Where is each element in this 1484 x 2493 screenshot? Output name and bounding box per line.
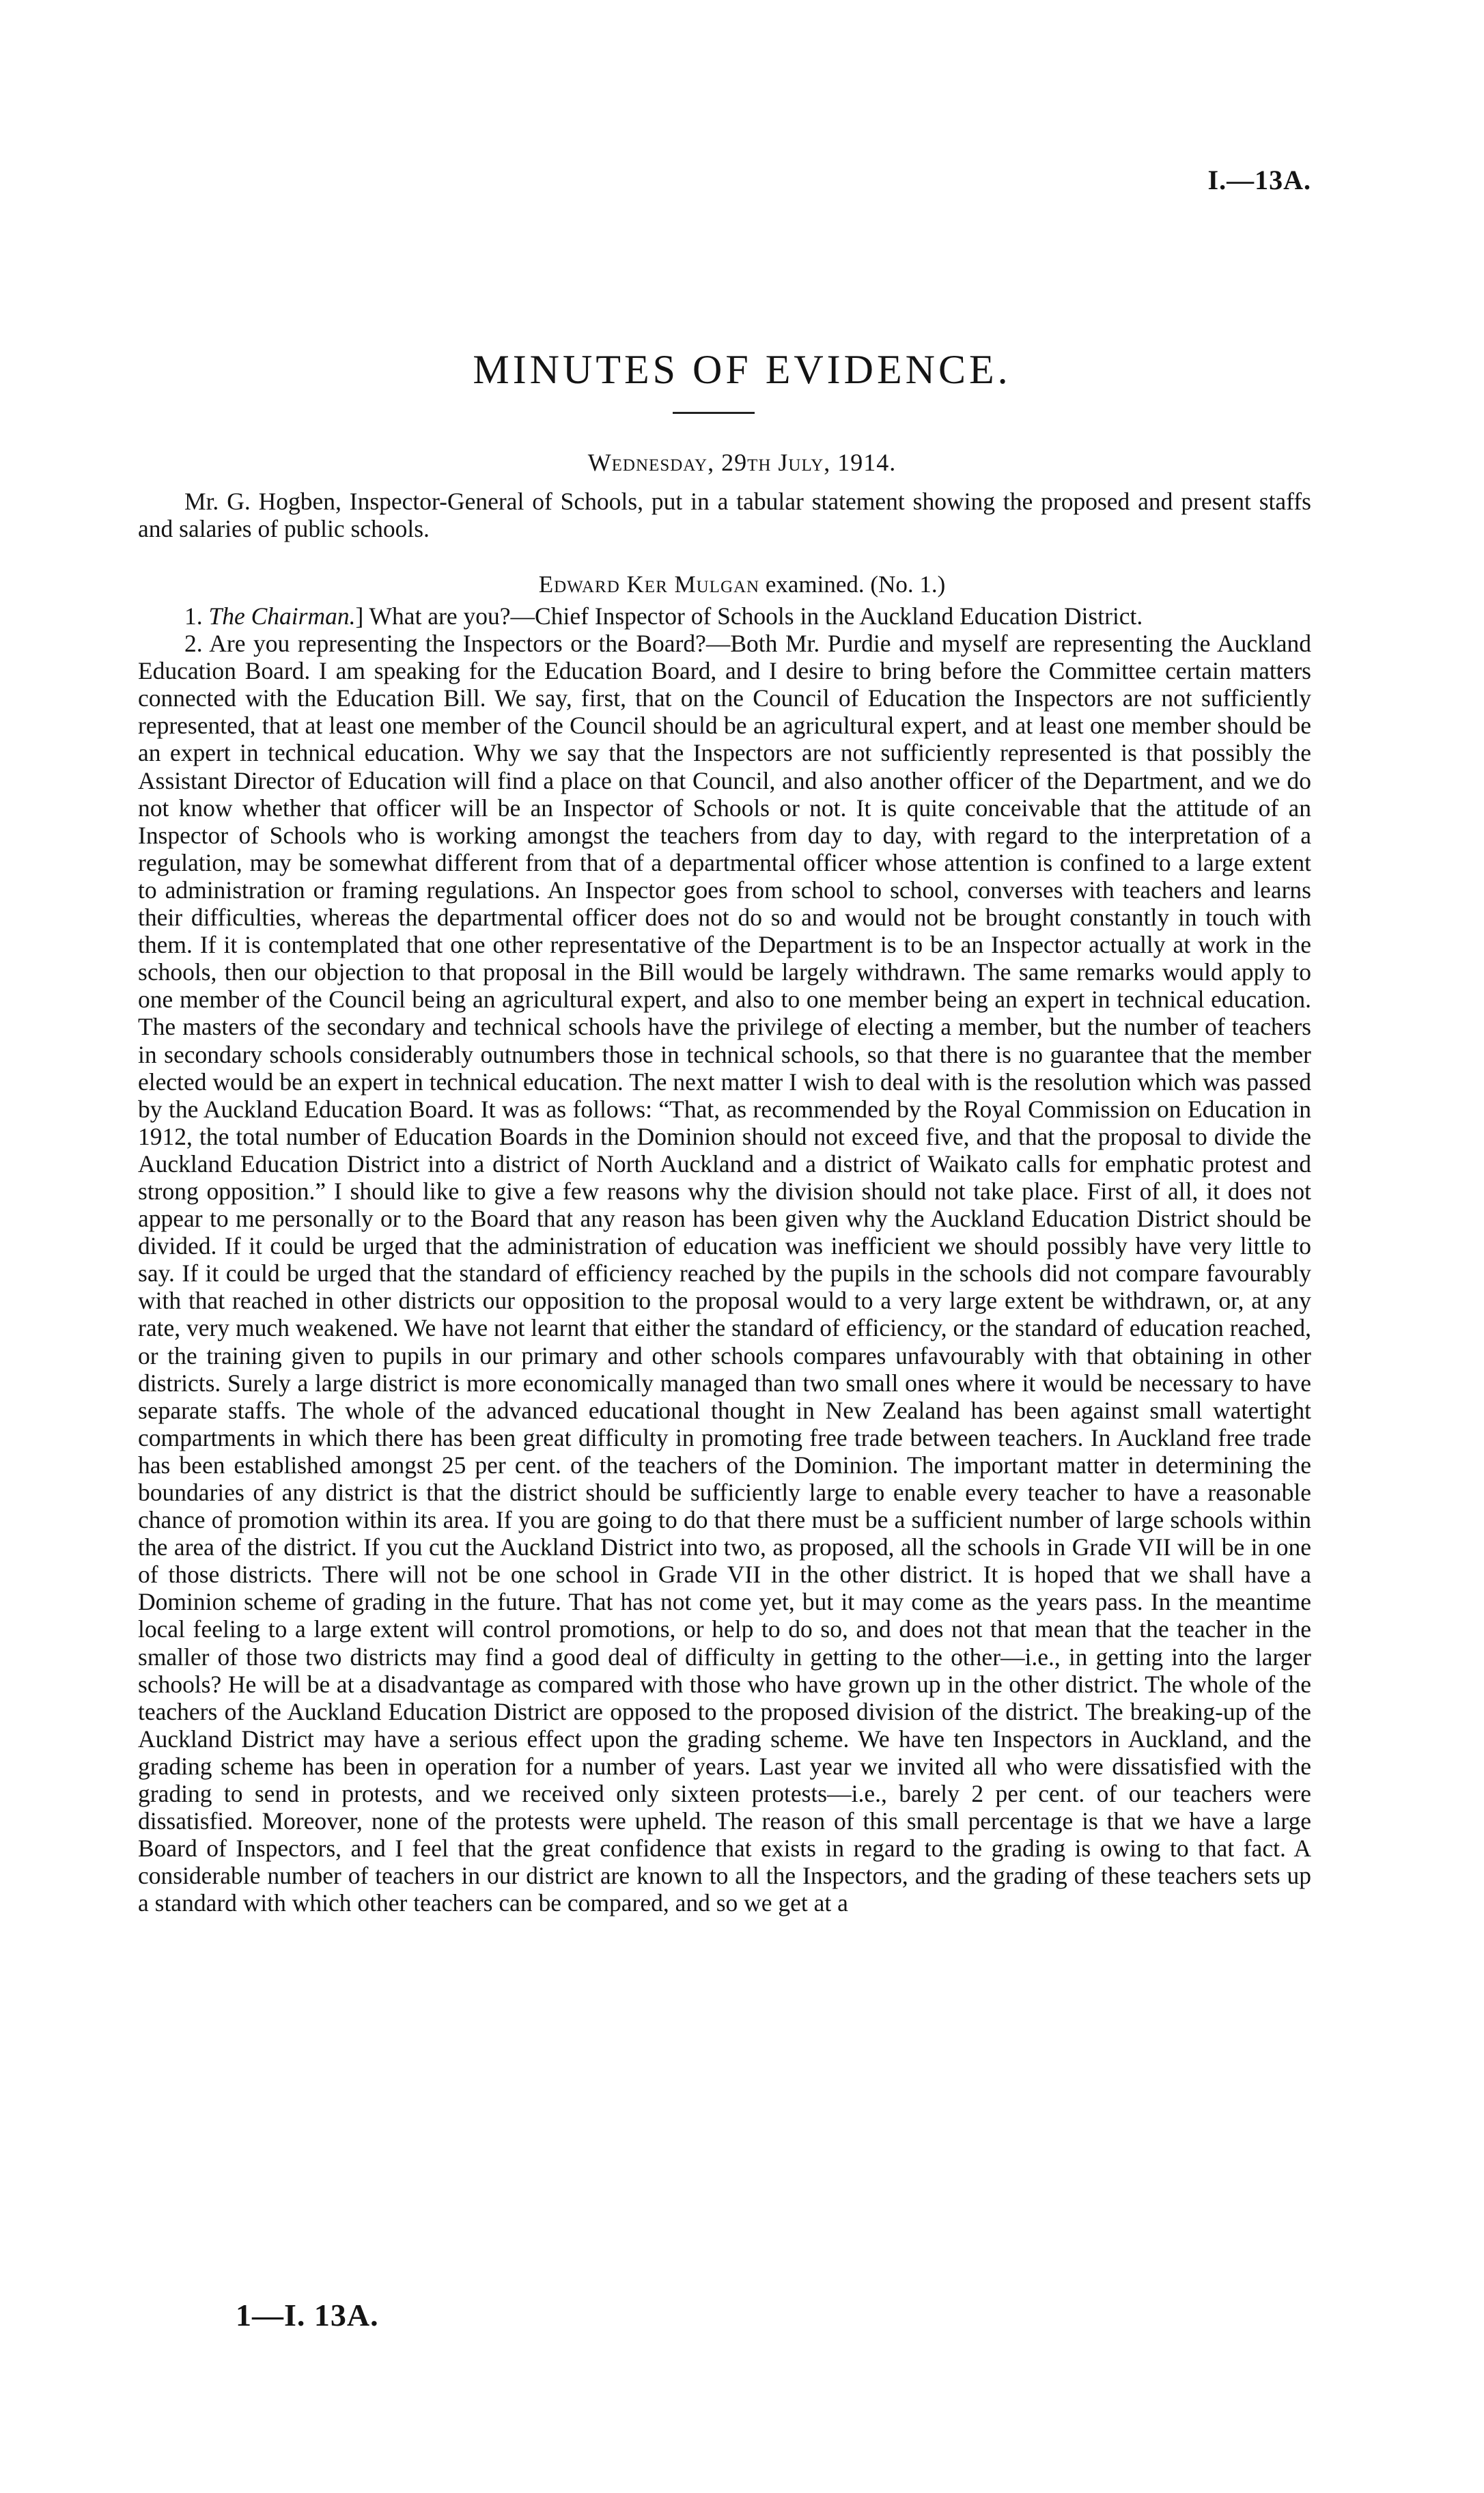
dateline: Wednesday, 29th July, 1914. [587,449,897,476]
question-1-number: 1. [184,602,203,630]
question-1-speaker: The Chairman. [208,602,356,630]
witness-number: (No. 1.) [870,571,946,598]
witness-heading [0,571,1484,598]
question-2 [138,630,1311,1917]
intro-block [138,488,1311,542]
question-2-number: 2. [184,630,203,658]
evidence-body [138,602,1311,1917]
footer-signature: 1—I. 13A. [236,2298,379,2332]
title-rule [673,412,755,414]
question-2-text: Are you representing the Inspectors or the Board?—Both Mr. Purdie and myself are representing the Auckland Education Board. I am speaking for the Education Board, and I desire to bring before the Committee certain matters connected with the Education Bill. We say, first, that on the Council of Education the Inspectors are not sufficiently represented, that at least one member of the Council should be an agricultural expert, and at least one member should be an expert in technical education. Why we say that the Inspectors are not sufficiently represented is that possibly the Assistant Director of Education will find a place on that Council, and also another officer of the Department, and we do not know whether that officer will be an Inspector of Schools or not. It is quite conceivable that the attitude of an Inspector of Schools who is working amongst the teachers from day to day, with regard to the interpretation of a regulation, may be somewhat different from that of a departmental officer whose attention is confined to a large extent to administration or framing regulations. An Inspector goes from school to school, converses with teachers and learns their difficulties, whereas the departmental officer does not do so and would not be brought constantly in touch with them. If it is contemplated that one other representative of the Department is to be an Inspector actually at work in the schools, then our objection to that proposal in the Bill would be largely withdrawn. The same remarks would apply to one member of the Council being an agricultural expert, and also to one member being an expert in technical education. The masters of the secondary and technical schools have the privilege of electing a member, but the number of teachers in secondary schools considerably outnumbers those in technical schools, so that there is no guarantee that the member elected would be an expert in technical education. The next matter I wish to deal with is the resolution which was passed by the Auckland Education Board. It was as follows: “That, as recommended by the Royal Commission on Education in 1912, the total number of Education Boards in the Dominion should not exceed five, and that the proposal to divide the Auckland Education District into a district of North Auckland and a district of Waikato calls for emphatic protest and strong opposition.” I should like to give a few reasons why the division should not take place. First of all, it does not appear to me personally or to the Board that any reason has been given why the Auckland Education District should be divided. If it could be urged that the administration of education was inefficient we should possibly have very little to say. If it could be urged that the standard of efficiency reached by the pupils in the schools did not compare favourably with that reached in other districts our opposition to the proposal would to a very large extent be withdrawn, or, at any rate, very much weakened. We have not learnt that either the standard of efficiency, or the standard of education reached, or the training given to pupils in our primary and other schools compares unfavourably with that obtaining in other districts. Surely a large district is more economically managed than two small ones where it would be necessary to have separate staffs. The whole of the advanced educational thought in New Zealand has been against small watertight compartments in which there has been great difficulty in promoting free trade between teachers. In Auckland free trade has been established amongst 25 per cent. of the teachers of the Dominion. The important matter in determining the boundaries of any district is that the district should be sufficiently large to enable every teacher to have a reasonable chance of promotion within its area. If you are going to do that there must be a sufficient number of large schools within the area of the district. If you cut the Auckland District into two, as proposed, all the schools in Grade VII will be in one of those districts. There will not be one school in Grade VII in the other district. It is hoped that we shall have a Dominion scheme of grading in the future. That has not come yet, but it may come as the years pass. In the meantime local feeling to a large extent will control promotions, or help to do so, and does not that mean that the teacher in the smaller of those two districts may find a good deal of difficulty in getting to the other—i.e., in getting into the larger schools? He will be at a disadvantage as compared with those who have grown up in the other district. The whole of the teachers of the Auckland Education District are opposed to the proposed division of the district. The breaking-up of the Auckland District may have a serious effect upon the grading scheme. We have ten Inspectors in Auckland, and the grading scheme has been in operation for a number of years. Last year we invited all who were dissatisfied with the grading to send in protests, and we received only sixteen protests—i.e., barely 2 per cent. of our teachers were dissatisfied. Moreover, none of the protests were upheld. The reason of this small percentage is that we have a large Board of Inspectors, and I feel that the great confidence that exists in regard to the grading is owing to that fact. A considerable number of teachers in our district are known to all the Inspectors, and the grading of these teachers sets up a standard with which other teachers can be compared, and so we get at a [138,630,1311,1917]
question-1-text: ] What are you?—Chief Inspector of Schools in the Auckland Education District. [355,602,1143,630]
page-title: MINUTES OF EVIDENCE. [473,347,1011,392]
witness-status: examined. [765,571,865,598]
witness-name: Edward Ker Mulgan [538,571,760,598]
question-1 [138,602,1311,630]
page-reference: I.—13A. [1207,165,1311,195]
intro-paragraph: Mr. G. Hogben, Inspector-General of Schools, put in a tabular statement showing the proposed and present staffs and salaries of public schools. [138,488,1311,543]
